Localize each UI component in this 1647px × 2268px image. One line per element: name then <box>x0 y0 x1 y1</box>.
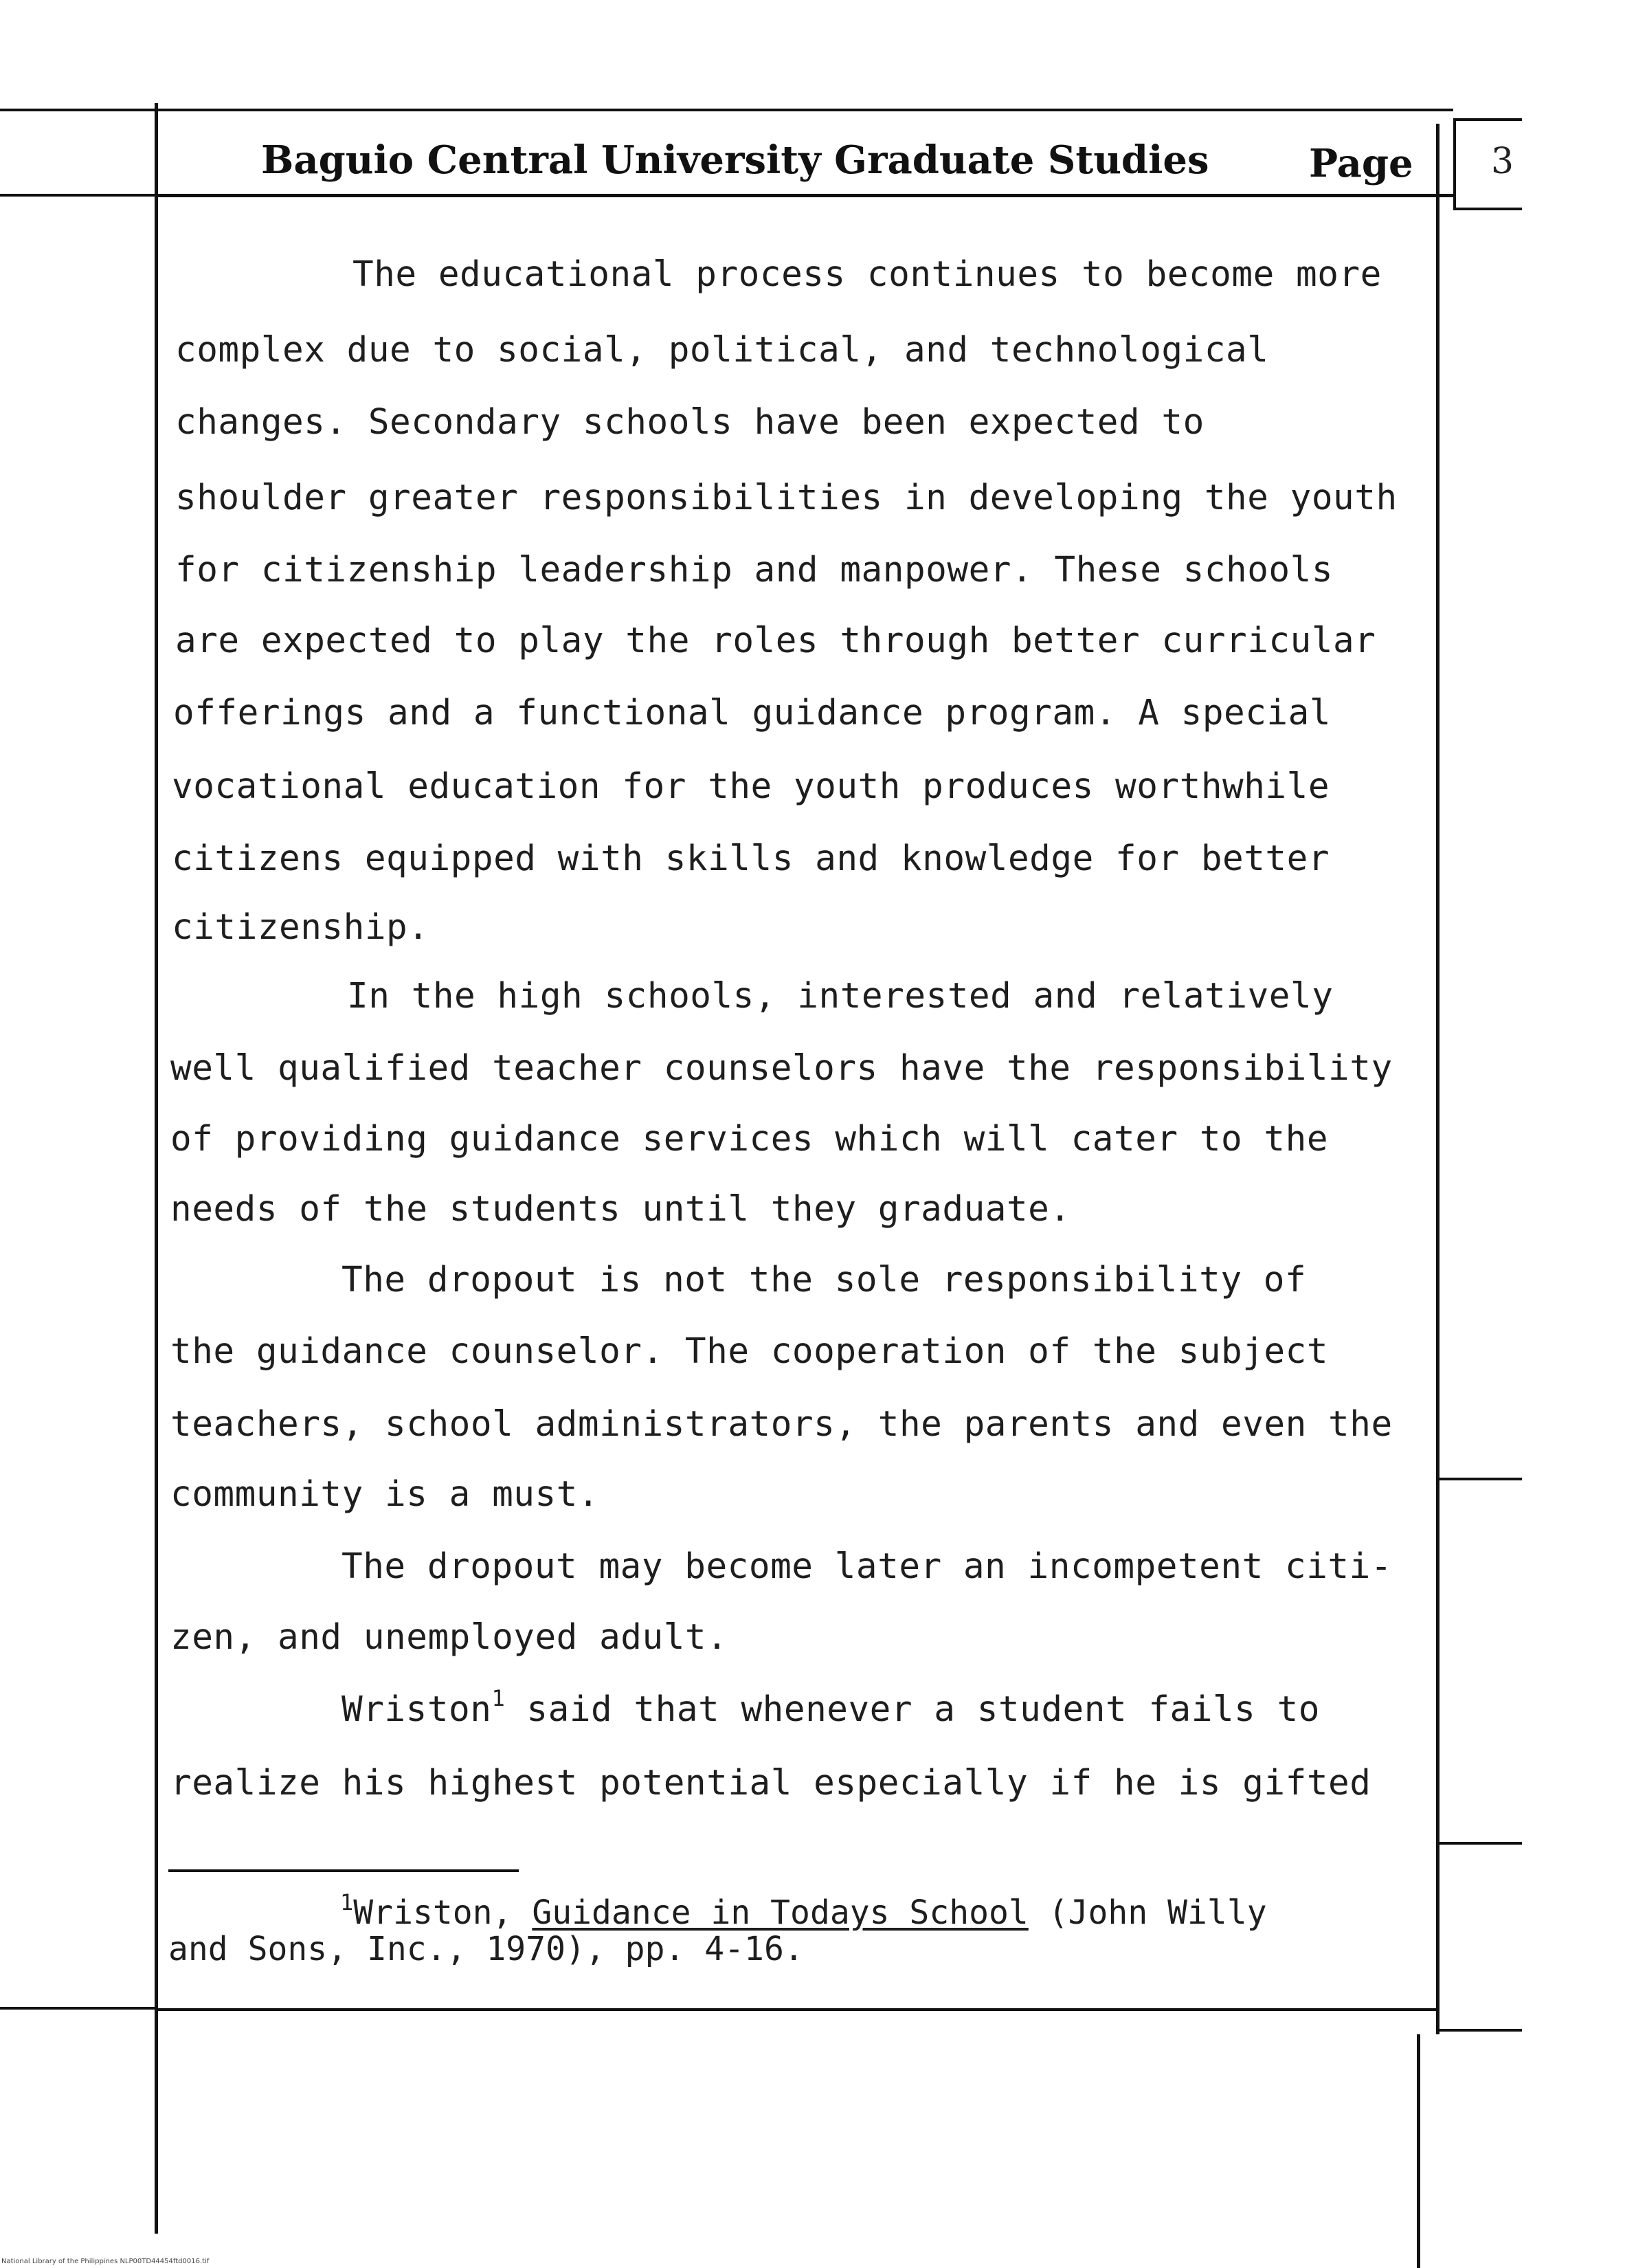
left-margin-rule <box>155 103 158 2234</box>
top-rule-left <box>0 109 155 111</box>
body-line: The educational process continues to become more <box>352 254 1382 295</box>
body-line: realize his highest potential especially if he is gifted <box>170 1763 1371 1803</box>
body-line: the guidance counselor. The cooperation of the subject <box>170 1331 1329 1372</box>
header-rule-left <box>0 194 155 197</box>
footnote-separator <box>168 1869 519 1872</box>
bottom-rule-left <box>0 2007 155 2010</box>
top-rule-right <box>1453 118 1522 121</box>
body-line: are expected to play the roles through better curricular <box>175 621 1376 661</box>
body-line: The dropout may become later an incompetent citi- <box>341 1546 1393 1587</box>
body-line: complex due to social, political, and technological <box>175 330 1269 370</box>
document-header-title: Baguio Central University Graduate Studies <box>261 137 1209 183</box>
footnote-line-1 <box>340 1889 1267 1932</box>
footnote-publisher: (John Willy <box>1028 1893 1267 1932</box>
body-line: In the high schools, interested and relatively <box>347 976 1334 1016</box>
right-tick-1 <box>1436 1478 1522 1480</box>
page-label: Page <box>1309 141 1413 186</box>
right-tick-2 <box>1436 1842 1522 1845</box>
body-line: teachers, school administrators, the parents and even the <box>170 1404 1393 1445</box>
body-line <box>341 1685 1320 1730</box>
body-line: well qualified teacher counselors have the responsibility <box>170 1048 1393 1089</box>
footnote-title: Guidance in Todays School <box>532 1893 1029 1932</box>
body-line: shoulder greater responsibilities in developing the youth <box>175 478 1398 518</box>
header-rule <box>155 194 1453 197</box>
right-margin-rule <box>1436 124 1439 2034</box>
page-number: 3 <box>1491 141 1514 182</box>
body-line: zen, and unemployed adult. <box>170 1617 728 1658</box>
body-line: The dropout is not the sole responsibility of <box>341 1260 1307 1300</box>
body-line: community is a must. <box>170 1474 600 1515</box>
footnote-reference: 1 <box>491 1685 506 1711</box>
body-line: needs of the students until they graduate. <box>170 1189 1071 1230</box>
header-rule-right <box>1453 208 1522 210</box>
body-line: offerings and a functional guidance program. A special <box>173 693 1332 733</box>
citation-text: said that whenever a student fails to <box>505 1689 1320 1730</box>
top-rule <box>155 109 1453 111</box>
footnote-author: Wriston, <box>353 1893 533 1932</box>
body-line: for citizenship leadership and manpower. These schools <box>175 550 1334 590</box>
archive-credit: National Library of the Philippines NLP00TD44454ftd0016.tif <box>1 2258 210 2265</box>
footnote-line-2: and Sons, Inc., 1970), pp. 4-16. <box>168 1930 804 1968</box>
citation-author: Wriston <box>341 1689 492 1730</box>
footnote-marker: 1 <box>340 1889 354 1915</box>
body-line: citizens equipped with skills and knowledge for better <box>172 838 1330 879</box>
page-number-divider <box>1453 120 1456 210</box>
body-line: of providing guidance services which will cater to the <box>170 1119 1329 1159</box>
body-line: changes. Secondary schools have been expected to <box>175 402 1205 443</box>
bottom-rule-right <box>1436 2029 1522 2032</box>
bottom-rule <box>155 2008 1436 2011</box>
right-margin-rule-lower <box>1417 2034 1420 2268</box>
body-line: vocational education for the youth produces worthwhile <box>172 766 1330 807</box>
body-line: citizenship. <box>172 907 429 948</box>
